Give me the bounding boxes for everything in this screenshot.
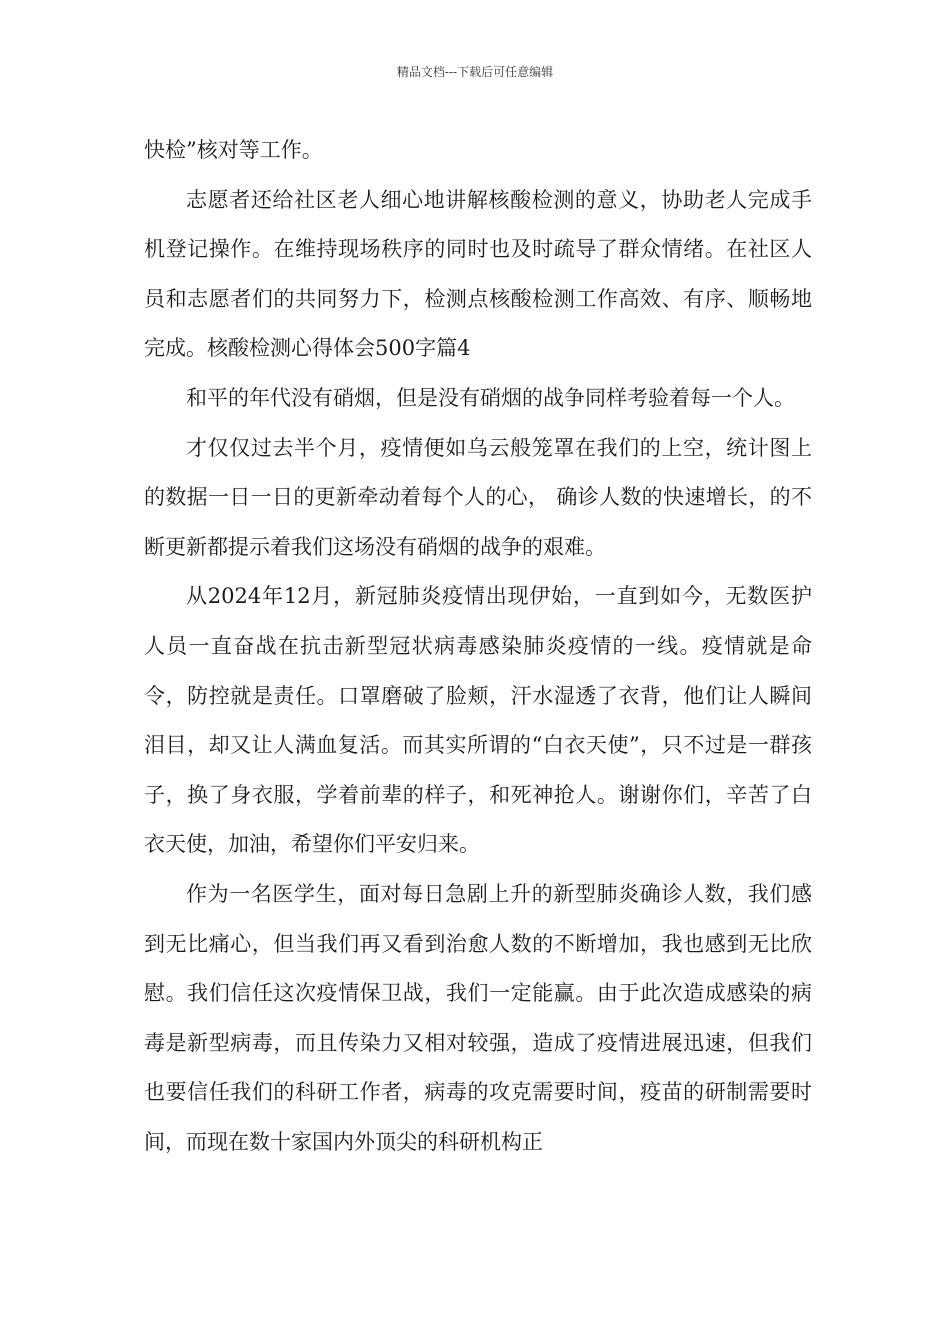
paragraph-2: 志愿者还给社区老人细心地讲解核酸检测的意义，协助老人完成手机登记操作。在维持现场秩序的同时也及时疏导了群众情绪。在社区人员和志愿者们的共同努力下，检测点核酸检测工作高效、有序、顺畅地完成。核酸检测心得体会500字篇4 [144, 187, 812, 361]
paragraph-5: 从2024年12月，新冠肺炎疫情出现伊始，一直到如今，无数医护人员一直奋战在抗击新型冠状病毒感染肺炎疫情的一线。疫情就是命令，防控就是责任。口罩磨破了脸颊，汗水湿透了衣背，他们让人瞬间泪目，却又让人满血复活。而其实所谓的“白衣天使”，只不过是一群孩子，换了身衣服，学着前辈的样子，和死神抢人。谢谢你们，辛苦了白衣天使，加油，希望你们平安归来。 [144, 584, 812, 857]
paragraph-4: 才仅仅过去半个月，疫情便如乌云般笼罩在我们的上空，统计图上的数据一日一日的更新牵动着每个人的心， 确诊人数的快速增长，的不断更新都提示着我们这场没有硝烟的战争的艰难。 [144, 435, 812, 559]
paragraph-6: 作为一名医学生，面对每日急剧上升的新型肺炎确诊人数，我们感到无比痛心，但当我们再又看到治愈人数的不断增加，我也感到无比欣慰。我们信任这次疫情保卫战，我们一定能赢。由于此次造成感染的病毒是新型病毒，而且传染力又相对较强，造成了疫情进展迅速，但我们也要信任我们的科研工作者，病毒的攻克需要时间，疫苗的研制需要时间，而现在数十家国内外顶尖的科研机构正 [144, 881, 812, 1154]
page-header: 精品文档---下载后可任意编辑 [396, 65, 554, 79]
document-body [144, 126, 812, 1167]
paragraph-3: 和平的年代没有硝烟，但是没有硝烟的战争同样考验着每一个人。 [186, 385, 795, 410]
paragraph-1: 快检”核对等工作。 [144, 138, 323, 162]
